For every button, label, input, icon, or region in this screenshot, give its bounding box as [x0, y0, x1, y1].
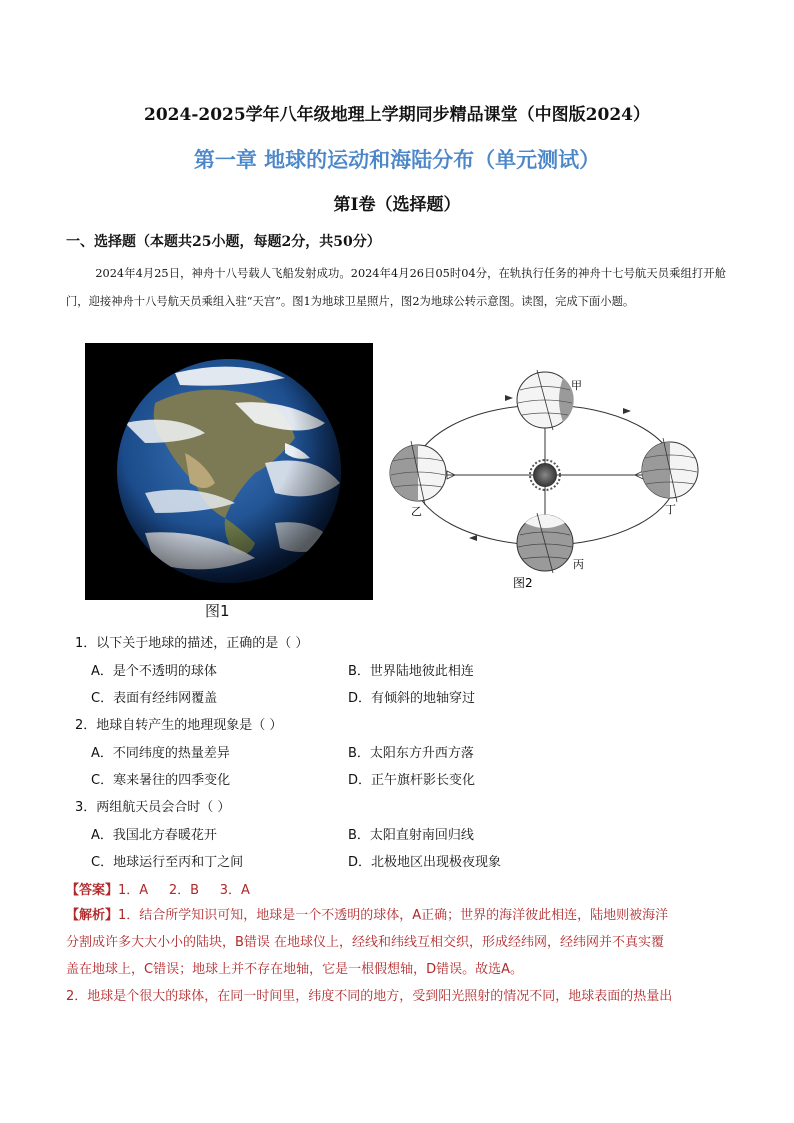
chapter-title: 第一章 地球的运动和海陆分布（单元测试）: [193, 147, 601, 172]
earth-revolution-diagram: [385, 365, 715, 595]
question-3-stem: 3．两组航天员会合时（ ）: [75, 800, 231, 815]
question-2-option-b[interactable]: B．太阳东方升西方落: [348, 746, 474, 761]
section-heading: 一、选择题（本题共25小题，每题2分，共50分）: [66, 234, 381, 250]
question-1-option-d[interactable]: D．有倾斜的地轴穿过: [348, 691, 476, 706]
earth-position-jia: [517, 370, 574, 430]
sun-icon: [530, 460, 560, 490]
explanation-block: [66, 902, 728, 1010]
answer-label: 【答案】: [66, 883, 119, 898]
question-2-stem: 2．地球自转产生的地理现象是（ ）: [75, 718, 283, 733]
question-1-option-c[interactable]: C．表面有经纬网覆盖: [91, 691, 218, 706]
label-bing: 丙: [573, 558, 584, 571]
earth-position-bing: [517, 513, 573, 573]
explanation-line-3: 盖在地球上，C错误；地球上并不存在地轴，它是一根假想轴，D错误。故选A。: [66, 962, 523, 977]
revolution-diagram-svg: [385, 365, 715, 595]
earth-globe-image: [85, 343, 373, 600]
question-1-option-a[interactable]: A．是个不透明的球体: [91, 664, 217, 679]
earth-position-yi: [390, 441, 446, 505]
figure1-caption: 图1: [205, 602, 230, 620]
reading-passage: 2024年4月25日，神舟十八号载人飞船发射成功。2024年4月26日05时04分，在轨执行任务的神舟十七号航天员乘组打开舱门，迎接神舟十八号航天员乘组入驻“天宫”。图1为地球卫星照片，图2为地球公转示意图。读图，完成下面小题。: [66, 267, 726, 308]
label-yi: 乙: [411, 505, 422, 518]
volume-title: 第Ⅰ卷（选择题）: [333, 195, 461, 215]
question-3-option-d[interactable]: D．北极地区出现极夜现象: [348, 855, 502, 870]
answer-text: 1．A 2．B 3．A: [118, 883, 250, 898]
explanation-label: 【解析】: [66, 908, 119, 923]
question-2-option-d[interactable]: D．正午旗杆影长变化: [348, 773, 476, 788]
earth-position-ding: [642, 438, 698, 502]
explanation-text-1: 1．结合所学知识可知，地球是一个不透明的球体，A正确；世界的海洋彼此相连，陆地则被海洋: [118, 908, 669, 923]
question-2-option-a[interactable]: A．不同纬度的热量差异: [91, 746, 230, 761]
question-3-option-c[interactable]: C．地球运行至丙和丁之间: [91, 855, 244, 870]
explanation-line-1: [66, 902, 728, 929]
question-3-option-a[interactable]: A．我国北方春暖花开: [91, 828, 217, 843]
question-1-option-b[interactable]: B．世界陆地彼此相连: [348, 664, 474, 679]
question-2-option-c[interactable]: C．寒来暑往的四季变化: [91, 773, 231, 788]
earth-satellite-photo: [85, 343, 373, 600]
label-ding: 丁: [665, 503, 676, 516]
question-3-option-b[interactable]: B．太阳直射南回归线: [348, 828, 474, 843]
explanation-line-4: 2．地球是个很大的球体，在同一时间里，纬度不同的地方，受到阳光照射的情况不同，地球表面的热量出: [66, 989, 673, 1004]
question-1-stem: 1．以下关于地球的描述，正确的是（ ）: [75, 636, 309, 651]
answer-line: [66, 879, 250, 898]
explanation-line-2: 分割成许多大大小小的陆块，B错误 在地球仪上，经线和纬线互相交织，形成经纬网，经纬网并不真实覆: [66, 935, 665, 950]
figure2-caption: 图2: [513, 576, 533, 590]
paper-title: 2024-2025学年八年级地理上学期同步精品课堂（中图版2024）: [144, 105, 650, 125]
label-jia: 甲: [571, 379, 582, 392]
